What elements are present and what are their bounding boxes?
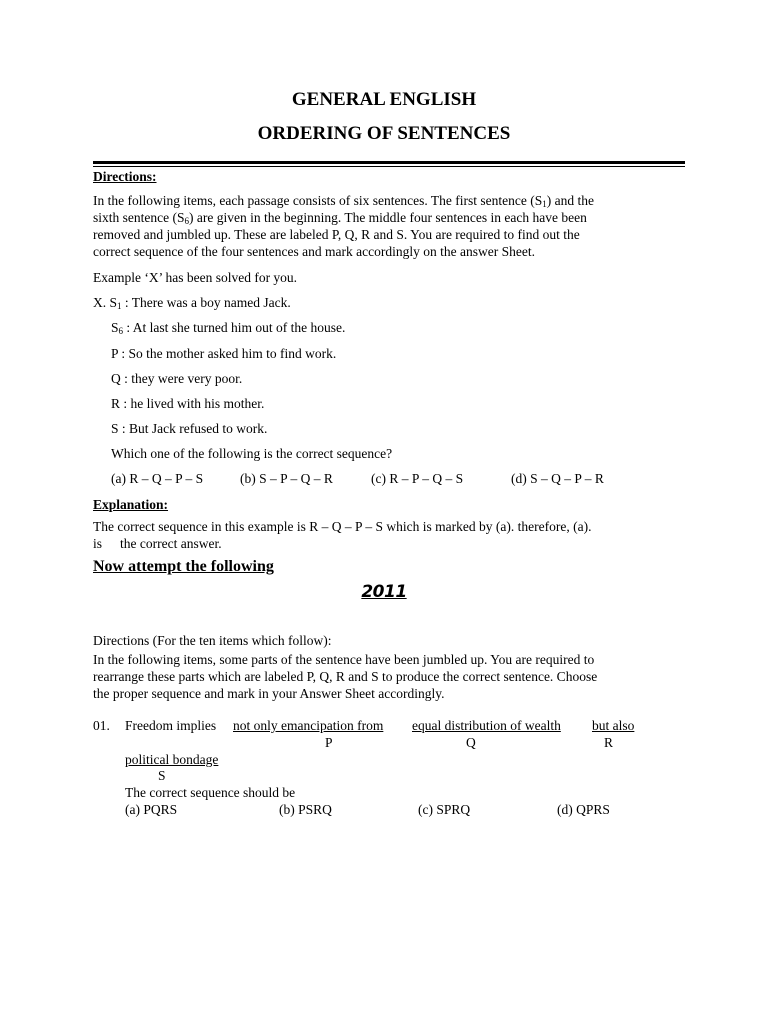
directions-line-4: correct sequence of the four sentences and mark accordingly on the answer Sheet. (93, 244, 535, 259)
header-rule-thick (93, 161, 685, 164)
label-r: R (604, 735, 614, 750)
question-part-p: not only emancipation from (233, 718, 384, 733)
directions-paragraph (93, 192, 675, 260)
example-p: P : So the mother asked him to find work. (111, 346, 337, 361)
explanation-line-2: is the correct answer. (93, 536, 222, 551)
q1-option-c: (c) SPRQ (418, 802, 471, 817)
section-directions: Directions (For the ten items which follow): (93, 633, 332, 648)
explanation-line-1: The correct sequence in this example is R – Q – P – S which is marked by (a). therefore, (a). (93, 519, 592, 534)
page-subtitle: ORDERING OF SENTENCES (257, 123, 511, 144)
header-rule-thin (93, 166, 685, 167)
explanation-heading: Explanation: (93, 497, 169, 512)
directions-line-2: sixth sentence $(S_6)$ are given in the beginning. The middle four sentences in each have been (93, 210, 587, 226)
label-q: Q (466, 735, 476, 750)
example-s1: X. $S_1$ : There was a boy named Jack. (93, 295, 291, 311)
question-part-s: political bondage (125, 752, 219, 767)
example-q: Q : they were very poor. (111, 371, 243, 386)
question-number: 01. (93, 718, 110, 733)
section-line-2: rearrange these parts which are labeled P, Q, R and S to produce the correct sentence. Choose (93, 669, 598, 684)
example-s: S : But Jack refused to work. (111, 421, 268, 436)
section-line-1: In the following items, some parts of the sentence have been jumbled up. You are required to (93, 652, 595, 667)
question-part-r: but also (592, 718, 635, 733)
question-lead: Freedom implies (125, 718, 217, 733)
label-s: S (158, 768, 166, 783)
label-p: P (325, 735, 333, 750)
question-prompt: The correct sequence should be (125, 785, 296, 800)
example-r: R : he lived with his mother. (111, 396, 265, 411)
example-option-d: (d) S – Q – P – R (511, 471, 604, 486)
directions-line-3: removed and jumbled up. These are labeled P, Q, R and S. You are required to find out the (93, 227, 580, 242)
example-option-c: (c) R – P – Q – S (371, 471, 464, 486)
q1-option-d: (d) QPRS (557, 802, 610, 817)
q1-option-a: (a) PQRS (125, 802, 178, 817)
attempt-heading: Now attempt the following (93, 558, 274, 575)
example-s6: $S_6$ : At last she turned him out of the house. (111, 320, 346, 336)
directions-line-1: In the following items, each passage consists of six sentences. The first sentence $(S_1)$ and the (93, 193, 594, 209)
example-option-b: (b) S – P – Q – R (240, 471, 333, 486)
example-intro: Example ‘X’ has been solved for you. (93, 270, 298, 285)
q1-option-b: (b) PSRQ (279, 802, 332, 817)
section-paragraph (93, 651, 675, 702)
question-part-q: equal distribution of wealth (412, 718, 561, 733)
year-heading: 2011 (361, 582, 407, 602)
example-question: Which one of the following is the correct sequence? (111, 446, 393, 461)
section-line-3: the proper sequence and mark in your Answer Sheet accordingly. (93, 686, 445, 701)
example-option-a: (a) R – Q – P – S (111, 471, 204, 486)
page-title: GENERAL ENGLISH (291, 89, 477, 110)
directions-heading: Directions: (93, 169, 157, 184)
